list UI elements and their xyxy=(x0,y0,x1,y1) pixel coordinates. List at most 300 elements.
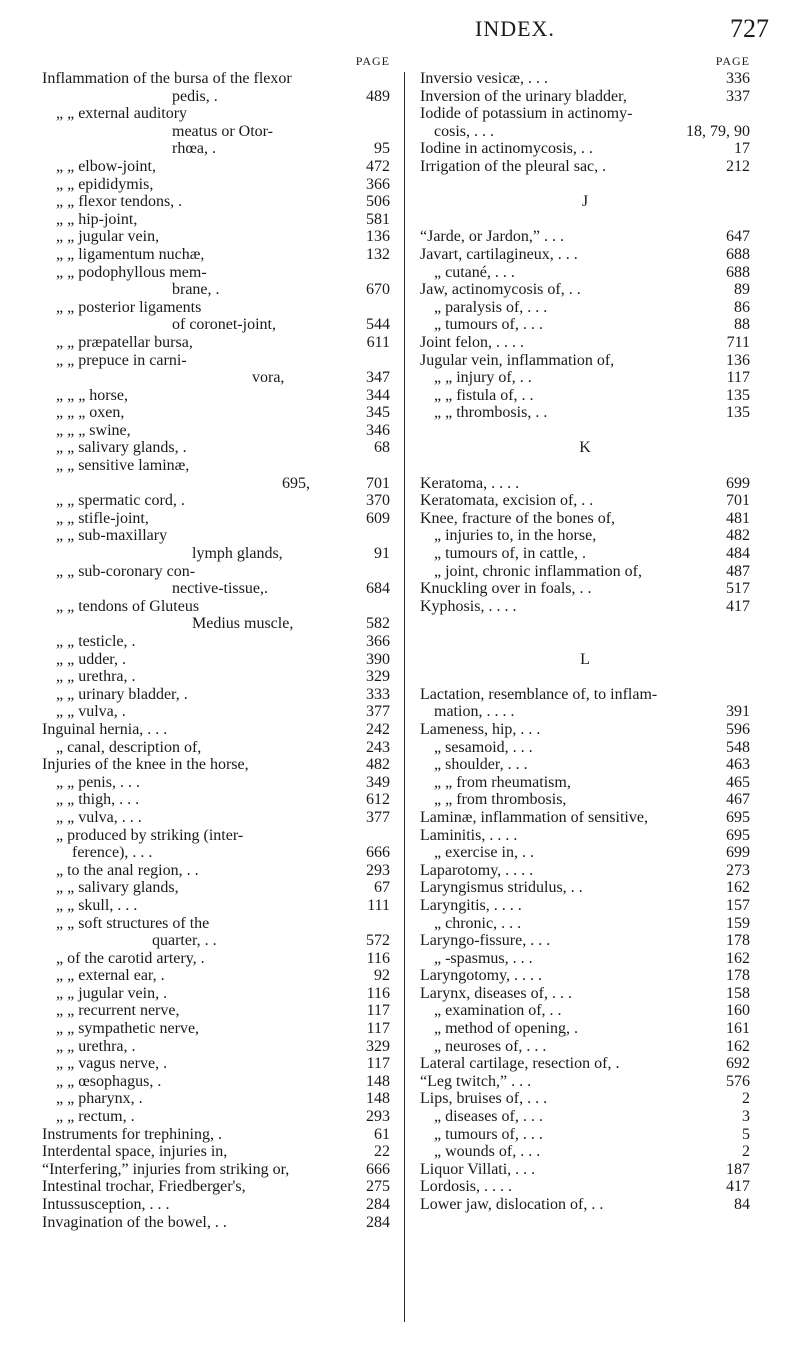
entry-text: „ „ tendons of Gluteus xyxy=(56,597,200,615)
index-entry xyxy=(420,809,750,827)
index-entry xyxy=(420,703,750,721)
entry-text: of coronet-joint, xyxy=(172,316,276,334)
index-entry xyxy=(420,475,750,493)
index-entry xyxy=(42,439,390,457)
entry-text: „ „ external ear, . xyxy=(56,967,165,985)
section-spacer xyxy=(420,211,750,229)
entry-page: 463 xyxy=(726,756,750,774)
entry-text: „ „ „ oxen, xyxy=(56,404,125,422)
entry-page: 465 xyxy=(726,773,750,791)
entry-page: 18, 79, 90 xyxy=(686,122,750,140)
index-entry xyxy=(420,158,750,176)
index-entry xyxy=(420,228,750,246)
entry-text: „ „ „ horse, xyxy=(56,386,128,404)
entry-page: 576 xyxy=(726,1072,750,1090)
entry-page: 17 xyxy=(734,140,750,158)
index-entry xyxy=(420,967,750,985)
index-entry xyxy=(42,176,390,194)
index-entry xyxy=(42,598,390,616)
entry-text: “Interfering,” injuries from striking or, xyxy=(42,1160,290,1178)
index-entry xyxy=(420,862,750,880)
index-entry xyxy=(420,580,750,598)
entry-text: “Leg twitch,” . . . xyxy=(420,1072,532,1090)
index-entry xyxy=(42,915,390,933)
entry-page: 5 xyxy=(742,1125,750,1143)
entry-text: „ exercise in, . . xyxy=(434,844,534,862)
entry-page: 89 xyxy=(734,281,750,299)
entry-text: „ „ salivary glands, . xyxy=(56,439,187,457)
entry-text: „ -spasmus, . . . xyxy=(434,949,533,967)
index-entry xyxy=(420,299,750,317)
index-entry xyxy=(42,897,390,915)
index-entry xyxy=(42,651,390,669)
entry-text: „ tumours of, . . . xyxy=(434,1125,543,1143)
entry-page: 116 xyxy=(366,949,390,967)
section-spacer xyxy=(420,422,750,440)
index-entry xyxy=(42,1108,390,1126)
page-column-label: PAGE xyxy=(715,54,750,68)
entry-page: 293 xyxy=(366,1108,390,1126)
index-entry xyxy=(42,862,390,880)
entry-page: 666 xyxy=(366,1160,390,1178)
entry-text: „ „ sensitive laminæ, xyxy=(56,457,190,475)
index-entry xyxy=(42,316,390,334)
index-entry xyxy=(42,827,390,845)
entry-page: 337 xyxy=(726,87,750,105)
entry-text: „ chronic, . . . xyxy=(434,914,522,932)
index-entry xyxy=(420,915,750,933)
entry-page: 670 xyxy=(366,281,390,299)
entry-text: Iodide of potassium in actinomy- xyxy=(420,105,633,123)
index-entry xyxy=(420,316,750,334)
entry-text: „ „ spermatic cord, . xyxy=(56,492,185,510)
column-divider xyxy=(404,72,405,1322)
entry-text: „ „ soft structures of the xyxy=(56,914,210,932)
entry-page: 178 xyxy=(726,967,750,985)
entry-text: quarter, . . xyxy=(152,932,217,950)
entry-text: „ shoulder, . . . xyxy=(434,756,528,774)
index-entry xyxy=(42,615,390,633)
entry-text: „ „ prepuce in carni- xyxy=(56,351,187,369)
index-entry xyxy=(42,809,390,827)
index-entry xyxy=(420,352,750,370)
index-entry xyxy=(42,264,390,282)
entry-page: 366 xyxy=(366,175,390,193)
index-entry xyxy=(420,686,750,704)
index-entry xyxy=(42,334,390,352)
index-entry xyxy=(420,756,750,774)
entry-text: Laminæ, inflammation of sensitive, xyxy=(420,808,648,826)
entry-text: „ „ thigh, . . . xyxy=(56,791,140,809)
index-entry xyxy=(420,1020,750,1038)
entry-page: 484 xyxy=(726,545,750,563)
entry-text: nective-tissue,. xyxy=(172,580,268,598)
index-entry xyxy=(42,1002,390,1020)
entry-page: 572 xyxy=(366,932,390,950)
index-entry xyxy=(420,791,750,809)
index-entry xyxy=(42,950,390,968)
entry-text: Instruments for trephining, . xyxy=(42,1125,222,1143)
entry-page: 160 xyxy=(726,1002,750,1020)
entry-page: 3 xyxy=(742,1108,750,1126)
entry-page: 699 xyxy=(726,474,750,492)
entry-page: 391 xyxy=(726,703,750,721)
entry-text: Lactation, resemblance of, to inflam- xyxy=(420,685,658,703)
index-entry xyxy=(42,422,390,440)
index-entry xyxy=(420,897,750,915)
entry-text: „ „ ligamentum nuchæ, xyxy=(56,245,205,263)
index-entry xyxy=(420,510,750,528)
entry-page: 273 xyxy=(726,861,750,879)
entry-page: 692 xyxy=(726,1055,750,1073)
index-column-right xyxy=(420,54,750,1214)
index-entry xyxy=(420,123,750,141)
entry-text: Laminitis, . . . . xyxy=(420,826,518,844)
section-spacer xyxy=(420,457,750,475)
entry-text: Keratoma, . . . . xyxy=(420,474,520,492)
entry-text: „ „ elbow-joint, xyxy=(56,157,156,175)
entry-page: 68 xyxy=(374,439,390,457)
index-entry xyxy=(42,70,390,88)
running-head xyxy=(0,14,800,44)
entry-text: cosis, . . . xyxy=(434,122,494,140)
entry-page: 345 xyxy=(366,404,390,422)
index-entry xyxy=(42,228,390,246)
entry-text: Laparotomy, . . . . xyxy=(420,861,534,879)
entry-page: 377 xyxy=(366,808,390,826)
entry-text: „ „ œsophagus, . xyxy=(56,1072,162,1090)
entry-page: 701 xyxy=(726,492,750,510)
index-entry xyxy=(420,844,750,862)
entry-text: mation, . . . . xyxy=(434,703,515,721)
entry-text: „ cutané, . . . xyxy=(434,263,515,281)
entry-page: 688 xyxy=(726,245,750,263)
entry-text: „ „ urinary bladder, . xyxy=(56,685,188,703)
entry-text: „ diseases of, . . . xyxy=(434,1108,543,1126)
entry-text: Jaw, actinomycosis of, . . xyxy=(420,281,581,299)
index-entry xyxy=(42,844,390,862)
entry-text: „ „ urethra, . xyxy=(56,1037,136,1055)
entry-page: 117 xyxy=(366,1055,390,1073)
index-entry xyxy=(42,246,390,264)
entry-page: 647 xyxy=(726,228,750,246)
entry-page: 370 xyxy=(366,492,390,510)
entry-page: 506 xyxy=(366,193,390,211)
index-entry xyxy=(420,1196,750,1214)
index-entry xyxy=(420,827,750,845)
entry-text: Keratomata, excision of, . . xyxy=(420,492,594,510)
entry-text: „ canal, description of, xyxy=(56,738,202,756)
entry-text: vora, xyxy=(252,369,285,387)
entry-page: 162 xyxy=(726,1037,750,1055)
entry-page: 329 xyxy=(366,668,390,686)
entry-page: 581 xyxy=(366,210,390,228)
entry-page: 275 xyxy=(366,1178,390,1196)
entry-text: Larynx, diseases of, . . . xyxy=(420,984,572,1002)
entry-page: 136 xyxy=(366,228,390,246)
entry-page: 695 xyxy=(726,808,750,826)
entry-text: „ sesamoid, . . . xyxy=(434,738,533,756)
index-entry xyxy=(42,492,390,510)
index-entry xyxy=(42,1055,390,1073)
entry-text: „ „ recurrent nerve, xyxy=(56,1002,180,1020)
entry-text: Intestinal trochar, Friedberger's, xyxy=(42,1178,246,1196)
index-entry xyxy=(42,88,390,106)
entry-text: „ joint, chronic inflammation of, xyxy=(434,562,642,580)
index-entry xyxy=(420,246,750,264)
entry-page: 482 xyxy=(366,756,390,774)
entry-page: 284 xyxy=(366,1196,390,1213)
entry-page: 148 xyxy=(366,1072,390,1090)
index-entry xyxy=(420,721,750,739)
entry-page: 148 xyxy=(366,1090,390,1108)
index-entry xyxy=(42,580,390,598)
index-entry xyxy=(42,299,390,317)
section-letter: K xyxy=(579,439,591,457)
index-entry xyxy=(420,950,750,968)
index-entry xyxy=(42,369,390,387)
index-entry xyxy=(42,1161,390,1179)
index-entry xyxy=(420,70,750,88)
entry-text: Lordosis, . . . . xyxy=(420,1178,512,1196)
index-entry xyxy=(420,140,750,158)
index-entry xyxy=(42,457,390,475)
entry-text: „ neuroses of, . . . xyxy=(434,1037,547,1055)
entry-page: 242 xyxy=(366,720,390,738)
index-entry xyxy=(420,563,750,581)
entry-text: „ „ sub-coronary con- xyxy=(56,562,196,580)
entry-text: „ „ testicle, . xyxy=(56,633,136,650)
section-spacer xyxy=(420,668,750,686)
entry-page: 666 xyxy=(366,844,390,862)
entry-page: 212 xyxy=(726,157,750,175)
entry-page: 699 xyxy=(726,844,750,862)
entry-text: Laryngo-fissure, . . . xyxy=(420,932,551,950)
index-entry xyxy=(42,774,390,792)
section-spacer xyxy=(420,633,750,651)
entry-text: Jugular vein, inflammation of, xyxy=(420,351,615,369)
entry-text: „ „ fistula of, . . xyxy=(434,386,534,404)
entry-page: 95 xyxy=(374,140,390,158)
entry-text: lymph glands, xyxy=(192,545,283,563)
entry-text: „ „ urethra, . xyxy=(56,668,136,686)
entry-text: „ examination of, . . xyxy=(434,1002,562,1020)
entry-text: brane, . xyxy=(172,281,220,299)
entry-page: 472 xyxy=(366,157,390,175)
index-entry xyxy=(42,404,390,422)
entry-text: „ „ penis, . . . xyxy=(56,773,140,791)
entry-text: Javart, cartilagineux, . . . xyxy=(420,245,578,263)
section-letter: J xyxy=(581,193,589,211)
entry-text: Inguinal hernia, . . . xyxy=(42,720,168,738)
index-entry xyxy=(420,739,750,757)
entry-text: Inversio vesicæ, . . . xyxy=(420,70,548,87)
entry-text: “Jarde, or Jardon,” . . . xyxy=(420,228,564,246)
entry-page: 366 xyxy=(366,633,390,650)
entry-page: 22 xyxy=(374,1143,390,1161)
entry-page: 86 xyxy=(734,298,750,316)
entry-page: 377 xyxy=(366,703,390,721)
entry-text: pedis, . xyxy=(172,87,218,105)
entry-page: 117 xyxy=(726,369,750,387)
index-entry xyxy=(420,932,750,950)
index-entry xyxy=(42,510,390,528)
index-entry xyxy=(42,932,390,950)
index-entry xyxy=(42,668,390,686)
entry-page: 67 xyxy=(374,879,390,897)
index-entry xyxy=(420,1108,750,1126)
index-entry xyxy=(42,563,390,581)
index-entry xyxy=(42,1214,390,1232)
entry-page: 187 xyxy=(726,1160,750,1178)
index-entry xyxy=(420,774,750,792)
page-column-label: PAGE xyxy=(355,54,390,68)
index-entry xyxy=(42,352,390,370)
entry-page: 695 xyxy=(726,826,750,844)
index-entry xyxy=(420,879,750,897)
entry-page: 544 xyxy=(366,316,390,334)
index-entry xyxy=(420,369,750,387)
entry-text: Kyphosis, . . . . xyxy=(420,597,517,615)
index-entry xyxy=(420,1073,750,1091)
entry-page: 390 xyxy=(366,650,390,668)
entry-text: Inflammation of the bursa of the flexor xyxy=(42,70,292,87)
entry-page: 609 xyxy=(366,509,390,527)
entry-page: 111 xyxy=(367,896,390,914)
index-entry xyxy=(42,281,390,299)
entry-text: Injuries of the knee in the horse, xyxy=(42,756,249,774)
entry-page: 347 xyxy=(366,369,390,387)
entry-text: „ „ rectum, . xyxy=(56,1108,135,1126)
index-entry xyxy=(420,1143,750,1161)
index-entry xyxy=(42,633,390,651)
index-entry xyxy=(42,686,390,704)
entry-page: 482 xyxy=(726,527,750,545)
entry-text: „ „ from thrombosis, xyxy=(434,791,567,809)
section-letter: L xyxy=(580,650,590,668)
entry-text: Liquor Villati, . . . xyxy=(420,1160,536,1178)
index-entry xyxy=(42,1196,390,1214)
entry-text: „ „ thrombosis, . . xyxy=(434,404,548,422)
entry-page: 612 xyxy=(366,791,390,809)
entry-text: „ „ posterior ligaments xyxy=(56,298,202,316)
entry-page: 684 xyxy=(366,580,390,598)
index-entry xyxy=(42,1038,390,1056)
entry-text: Knee, fracture of the bones of, xyxy=(420,509,616,527)
entry-text: „ „ jugular vein, xyxy=(56,228,160,246)
entry-page: 548 xyxy=(726,738,750,756)
entry-page: 117 xyxy=(366,1002,390,1020)
index-entry xyxy=(42,1090,390,1108)
index-entry xyxy=(420,598,750,616)
entry-text: „ „ „ swine, xyxy=(56,421,131,439)
entry-text: „ to the anal region, . . xyxy=(56,861,199,879)
entry-text: „ „ external auditory xyxy=(56,105,188,123)
index-entry xyxy=(420,281,750,299)
entry-page: 61 xyxy=(374,1125,390,1143)
index-entry xyxy=(420,105,750,123)
entry-page: 2 xyxy=(742,1143,750,1161)
entry-text: „ of the carotid artery, . xyxy=(56,949,205,967)
entry-page: 688 xyxy=(726,263,750,281)
entry-page: 84 xyxy=(734,1196,750,1213)
entry-text: „ „ præpatellar bursa, xyxy=(56,333,193,351)
index-entry xyxy=(42,721,390,739)
entry-text: Laryngitis, . . . . xyxy=(420,896,522,914)
entry-page: 336 xyxy=(726,70,750,87)
entry-text: „ paralysis of, . . . xyxy=(434,298,548,316)
entry-text: „ „ flexor tendons, . xyxy=(56,193,183,211)
entry-page: 117 xyxy=(366,1020,390,1038)
entry-page: 135 xyxy=(726,386,750,404)
index-entry xyxy=(420,1090,750,1108)
index-entry xyxy=(420,88,750,106)
entry-page: 467 xyxy=(726,791,750,809)
entry-text: meatus or Otor- xyxy=(172,122,273,140)
entry-page: 329 xyxy=(366,1037,390,1055)
entry-text: „ wounds of, . . . xyxy=(434,1143,541,1161)
entry-text: Lateral cartilage, resection of, . xyxy=(420,1055,620,1073)
entry-text: Knuckling over in foals, . . xyxy=(420,580,592,598)
index-entry xyxy=(42,123,390,141)
entry-page: 161 xyxy=(726,1020,750,1038)
entry-text: Irrigation of the pleural sac, . xyxy=(420,157,607,175)
entry-text: „ „ jugular vein, . xyxy=(56,984,168,1002)
index-entry xyxy=(420,1002,750,1020)
entry-page: 417 xyxy=(726,1178,750,1196)
entry-text: „ „ skull, . . . xyxy=(56,896,138,914)
index-entry xyxy=(42,387,390,405)
index-entry xyxy=(420,404,750,422)
index-entry xyxy=(42,703,390,721)
entry-text: „ „ vulva, . xyxy=(56,703,126,721)
entry-page: 243 xyxy=(366,738,390,756)
entry-text: ference), . . . xyxy=(72,844,153,862)
entry-page: 582 xyxy=(366,615,390,633)
section-spacer xyxy=(420,176,750,194)
entry-page: 136 xyxy=(726,351,750,369)
entry-page: 489 xyxy=(366,87,390,105)
entry-text: „ „ epididymis, xyxy=(56,175,154,193)
entry-text: Lower jaw, dislocation of, . . xyxy=(420,1196,604,1213)
index-entry xyxy=(42,211,390,229)
index-entry xyxy=(420,264,750,282)
entry-text: Laryngismus stridulus, . . xyxy=(420,879,583,897)
entry-text: „ tumours of, . . . xyxy=(434,316,543,334)
entry-text: „ „ udder, . xyxy=(56,650,126,668)
index-entry xyxy=(42,475,390,493)
entry-text: „ „ injury of, . . xyxy=(434,369,532,387)
entry-text: Lameness, hip, . . . xyxy=(420,720,541,738)
entry-page: 88 xyxy=(734,316,750,334)
entry-page: 487 xyxy=(726,562,750,580)
entry-page: 162 xyxy=(726,949,750,967)
entry-page: 596 xyxy=(726,720,750,738)
index-entry xyxy=(420,387,750,405)
index-entry xyxy=(42,739,390,757)
entry-text: Joint felon, . . . . xyxy=(420,333,524,351)
index-entry xyxy=(42,879,390,897)
entry-text: Lips, bruises of, . . . xyxy=(420,1090,548,1108)
entry-page: 517 xyxy=(726,580,750,598)
entry-text: „ „ stifle-joint, xyxy=(56,509,149,527)
index-entry xyxy=(420,1126,750,1144)
index-entry xyxy=(420,1038,750,1056)
index-entry xyxy=(420,985,750,1003)
entry-page: 135 xyxy=(726,404,750,422)
entry-page: 2 xyxy=(742,1090,750,1108)
index-entry xyxy=(420,1161,750,1179)
